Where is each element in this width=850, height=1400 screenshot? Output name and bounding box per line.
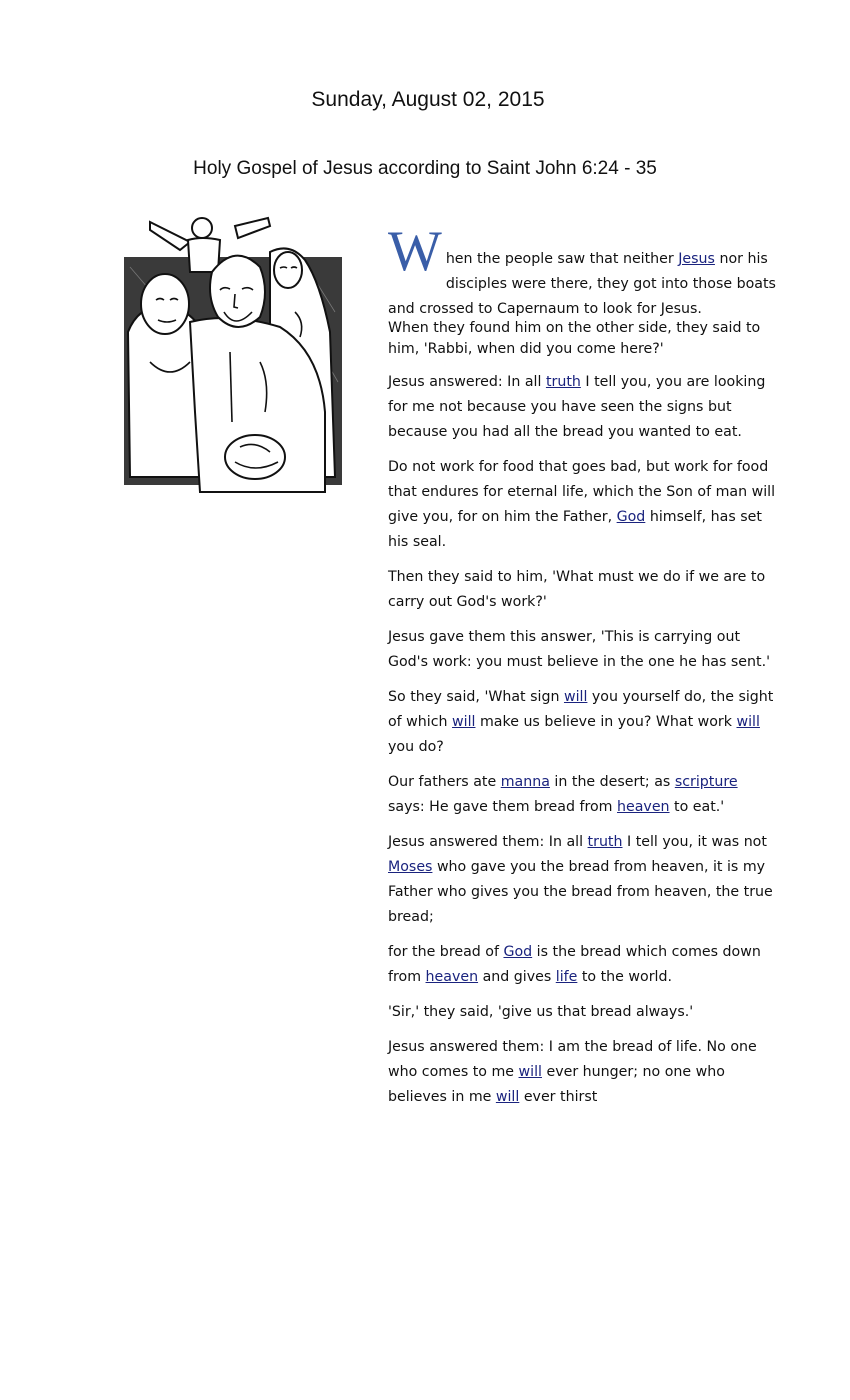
paragraph-2 [388,370,778,445]
link-scripture[interactable]: scripture [674,774,738,790]
paragraph-6 [388,685,778,760]
text-span: who gave you the bread from heaven, it is my Father who gives you the bread from heaven, the true bread; [388,859,773,925]
link-truth[interactable]: truth [587,834,623,850]
link-will[interactable]: will [452,714,476,730]
link-manna[interactable]: manna [500,774,550,790]
text-span: Jesus answered: In all [388,374,546,390]
jesus-illustration [120,212,348,497]
paragraph-7 [388,770,778,820]
gospel-text [388,222,778,1120]
link-moses[interactable]: Moses [388,859,433,875]
gospel-title: Holy Gospel of Jesus according to Saint John 6:24 - 35 [193,158,657,179]
text-span: Our fathers ate [388,774,501,790]
text-span: hen the people saw that neither [445,251,679,267]
text-span: to the world. [577,969,672,985]
text-span: himself, has set his seal. [388,509,762,550]
text-span: When they found him on the other side, they said to him, 'Rabbi, when did you come here?' [388,320,761,357]
link-god[interactable]: God [616,509,646,525]
link-god[interactable]: God [503,944,533,960]
text-span: is the bread which comes down from [388,944,761,985]
paragraph-10: 'Sir,' they said, 'give us that bread always.' [388,1004,694,1020]
text-span: ever thirst [519,1089,598,1105]
text-span: I tell you, you are looking for me not because you have seen the signs but because you had all the bread you wanted to eat. [388,374,766,440]
drop-cap: W [388,220,442,283]
text-span: ever hunger; no one who believes in me [388,1064,725,1105]
link-life[interactable]: life [555,969,578,985]
text-span: Jesus answered them: In all [388,834,588,850]
link-heaven[interactable]: heaven [425,969,479,985]
paragraph-11 [388,1035,778,1110]
paragraph-3 [388,455,778,555]
link-heaven[interactable]: heaven [617,799,670,815]
paragraph-5: Jesus gave them this answer, 'This is carrying out God's work: you must believe in the one he has sent.' [388,629,770,670]
link-will[interactable]: will [563,689,588,705]
text-span: make us believe in you? What work [475,714,737,730]
page-date: Sunday, August 02, 2015 [311,88,545,111]
paragraph-4: Then they said to him, 'What must we do if we are to carry out God's work?' [388,569,766,610]
text-span: Do not work for food that goes bad, but work for food that endures for eternal life, which the Son of man will give you, for on him the Father, [388,459,776,525]
text-span: to eat.' [669,799,725,815]
paragraph-9 [388,940,778,990]
text-span: nor his disciples were there, they got into those boats and crossed to Capernaum to look for Jesus. [388,251,776,317]
link-will[interactable]: will [736,714,760,730]
paragraph-1 [388,222,778,322]
text-span: So they said, 'What sign [388,689,564,705]
link-jesus[interactable]: Jesus [678,251,715,267]
text-span: I tell you, it was not [622,834,767,850]
text-span: and gives [478,969,556,985]
link-will[interactable]: will [518,1064,542,1080]
text-span: you do? [388,739,444,755]
text-span: in the desert; as [549,774,675,790]
text-span: for the bread of [388,944,504,960]
paragraph-1b [388,318,778,360]
text-span: Jesus answered them: I am the bread of life. No one who comes to me [388,1039,757,1080]
link-will[interactable]: will [495,1089,520,1105]
link-truth[interactable]: truth [545,374,581,390]
paragraph-8 [388,830,778,930]
text-span: you yourself do, the sight of which [388,689,774,730]
text-span: says: He gave them bread from [388,799,618,815]
